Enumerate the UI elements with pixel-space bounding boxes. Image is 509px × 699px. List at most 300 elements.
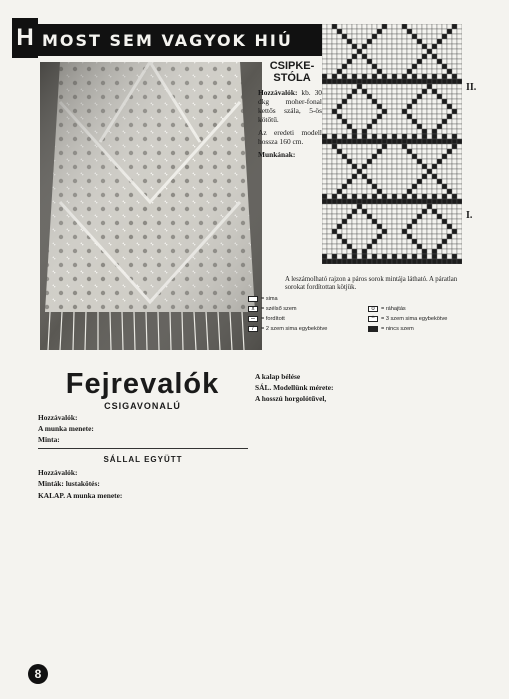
chart-cell bbox=[342, 214, 347, 219]
chart-cell bbox=[362, 109, 367, 114]
chart-cell bbox=[427, 139, 432, 144]
chart-cell bbox=[447, 94, 452, 99]
chart-cell bbox=[422, 119, 427, 124]
chart-cell bbox=[327, 189, 332, 194]
chart-cell bbox=[412, 109, 417, 114]
chart-cell bbox=[427, 179, 432, 184]
chart-cell bbox=[362, 194, 367, 199]
chart-cell bbox=[397, 94, 402, 99]
chart-cell bbox=[352, 54, 357, 59]
chart-cell bbox=[457, 74, 462, 79]
chart-cell bbox=[437, 259, 442, 264]
chart-cell bbox=[367, 254, 372, 259]
chart-cell bbox=[437, 229, 442, 234]
chart-cell bbox=[417, 224, 422, 229]
chart-cell bbox=[397, 114, 402, 119]
chart-cell bbox=[377, 124, 382, 129]
chart-cell bbox=[357, 234, 362, 239]
chart-cell bbox=[442, 194, 447, 199]
chart-cell bbox=[332, 259, 337, 264]
chart-cell bbox=[447, 209, 452, 214]
chart-cell bbox=[392, 34, 397, 39]
chart-cell bbox=[322, 69, 327, 74]
chart-cell bbox=[327, 34, 332, 39]
chart-cell bbox=[417, 109, 422, 114]
chart-cell bbox=[402, 119, 407, 124]
chart-cell bbox=[362, 249, 367, 254]
chart-cell bbox=[447, 179, 452, 184]
chart-cell bbox=[447, 124, 452, 129]
chart-cell bbox=[377, 104, 382, 109]
chart-cell bbox=[447, 29, 452, 34]
chart-cell bbox=[412, 79, 417, 84]
chart-cell bbox=[332, 219, 337, 224]
chart-cell bbox=[352, 84, 357, 89]
chart-cell bbox=[367, 164, 372, 169]
chart-cell bbox=[422, 104, 427, 109]
chart-cell bbox=[367, 259, 372, 264]
chart-cell bbox=[352, 159, 357, 164]
chart-cell bbox=[377, 204, 382, 209]
chart-cell bbox=[362, 119, 367, 124]
chart-cell bbox=[417, 64, 422, 69]
chart-cell bbox=[392, 74, 397, 79]
chart-cell bbox=[322, 249, 327, 254]
chart-cell bbox=[422, 114, 427, 119]
chart-cell bbox=[367, 69, 372, 74]
chart-cell bbox=[327, 109, 332, 114]
chart-cell bbox=[437, 129, 442, 134]
chart-cell bbox=[337, 149, 342, 154]
chart-cell bbox=[352, 64, 357, 69]
chart-cell bbox=[417, 79, 422, 84]
chart-cell bbox=[412, 114, 417, 119]
chart-cell bbox=[337, 229, 342, 234]
chart-cell bbox=[372, 119, 377, 124]
chart-cell bbox=[447, 259, 452, 264]
chart-cell bbox=[442, 84, 447, 89]
chart-cell bbox=[377, 29, 382, 34]
chart-cell bbox=[382, 39, 387, 44]
chart-cell bbox=[372, 204, 377, 209]
chart-cell bbox=[342, 64, 347, 69]
chart-cell bbox=[422, 84, 427, 89]
chart-cell bbox=[362, 34, 367, 39]
fejrevalok-subtitle: CSIGAVONALÚ bbox=[104, 401, 181, 411]
chart-cell bbox=[457, 259, 462, 264]
chart-cell bbox=[357, 214, 362, 219]
chart-cell bbox=[387, 204, 392, 209]
chart-cell bbox=[352, 214, 357, 219]
chart-cell bbox=[327, 54, 332, 59]
chart-cell bbox=[377, 254, 382, 259]
legend-item bbox=[368, 326, 414, 333]
chart-cell bbox=[352, 194, 357, 199]
chart-cell bbox=[332, 239, 337, 244]
chart-cell bbox=[357, 209, 362, 214]
chart-cell bbox=[392, 24, 397, 29]
stola-materials-text: kb. 30 dkg moher-fonal kettős szála, 5-ös kötőtű. bbox=[258, 88, 322, 124]
chart-cell bbox=[372, 129, 377, 134]
chart-cell bbox=[407, 119, 412, 124]
chart-cell bbox=[322, 24, 327, 29]
chart-cell bbox=[402, 159, 407, 164]
chart-cell bbox=[412, 144, 417, 149]
chart-cell bbox=[347, 149, 352, 154]
chart-cell bbox=[427, 64, 432, 69]
chart-cell bbox=[402, 219, 407, 224]
chart-cell bbox=[447, 164, 452, 169]
chart-cell bbox=[397, 124, 402, 129]
chart-cell bbox=[392, 169, 397, 174]
chart-cell bbox=[397, 159, 402, 164]
chart-cell bbox=[422, 234, 427, 239]
chart-cell bbox=[372, 144, 377, 149]
chart-cell bbox=[327, 159, 332, 164]
chart-cell bbox=[402, 134, 407, 139]
chart-cell bbox=[342, 139, 347, 144]
chart-cell bbox=[347, 179, 352, 184]
chart-cell bbox=[442, 64, 447, 69]
chart-cell bbox=[327, 219, 332, 224]
chart-cell bbox=[437, 119, 442, 124]
chart-cell bbox=[427, 124, 432, 129]
chart-cell bbox=[397, 239, 402, 244]
chart-cell bbox=[447, 69, 452, 74]
chart-cell bbox=[387, 109, 392, 114]
chart-cell bbox=[372, 244, 377, 249]
chart-cell bbox=[322, 259, 327, 264]
chart-cell bbox=[427, 254, 432, 259]
chart-cell bbox=[367, 249, 372, 254]
chart-cell bbox=[417, 234, 422, 239]
chart-cell bbox=[447, 134, 452, 139]
chart-cell bbox=[417, 219, 422, 224]
chart-cell bbox=[367, 129, 372, 134]
chart-cell bbox=[407, 124, 412, 129]
chart-cell bbox=[427, 134, 432, 139]
chart-cell bbox=[322, 94, 327, 99]
chart-cell bbox=[402, 64, 407, 69]
sallal-lining-label: A kalap bélése bbox=[255, 372, 301, 381]
chart-cell bbox=[422, 169, 427, 174]
chart-cell bbox=[402, 69, 407, 74]
chart-cell bbox=[367, 54, 372, 59]
chart-cell bbox=[327, 139, 332, 144]
chart-cell bbox=[322, 114, 327, 119]
chart-cell bbox=[377, 79, 382, 84]
chart-cell bbox=[422, 209, 427, 214]
chart-cell bbox=[327, 229, 332, 234]
chart-cell bbox=[392, 164, 397, 169]
chart-cell bbox=[437, 244, 442, 249]
chart-cell bbox=[392, 234, 397, 239]
chart-cell bbox=[417, 49, 422, 54]
chart-cell bbox=[417, 119, 422, 124]
chart-cell bbox=[432, 94, 437, 99]
sallal-stitches-label: Minták: lustakötés: bbox=[38, 479, 100, 489]
chart-cell bbox=[392, 154, 397, 159]
chart-cell bbox=[447, 24, 452, 29]
chart-cell bbox=[452, 154, 457, 159]
chart-cell bbox=[352, 184, 357, 189]
chart-cell bbox=[362, 114, 367, 119]
chart-cell bbox=[377, 174, 382, 179]
chart-cell bbox=[397, 254, 402, 259]
chart-cell bbox=[392, 184, 397, 189]
chart-cell bbox=[432, 209, 437, 214]
chart-cell bbox=[362, 94, 367, 99]
chart-cell bbox=[442, 159, 447, 164]
chart-cell bbox=[352, 244, 357, 249]
chart-cell bbox=[452, 174, 457, 179]
chart-cell bbox=[332, 154, 337, 159]
chart-cell bbox=[322, 64, 327, 69]
chart-cell bbox=[337, 34, 342, 39]
chart-cell bbox=[387, 129, 392, 134]
chart-cell bbox=[422, 79, 427, 84]
chart-cell bbox=[437, 234, 442, 239]
chart-cell bbox=[337, 219, 342, 224]
chart-cell bbox=[322, 224, 327, 229]
chart-cell bbox=[427, 79, 432, 84]
chart-cell bbox=[367, 184, 372, 189]
chart-cell bbox=[412, 34, 417, 39]
chart-cell bbox=[392, 29, 397, 34]
chart-cell bbox=[382, 149, 387, 154]
chart-cell bbox=[422, 59, 427, 64]
chart-cell bbox=[402, 224, 407, 229]
chart-cell bbox=[417, 59, 422, 64]
chart-cell bbox=[442, 169, 447, 174]
chart-cell bbox=[422, 249, 427, 254]
chart-cell bbox=[347, 139, 352, 144]
chart-cell bbox=[322, 34, 327, 39]
chart-cell bbox=[427, 194, 432, 199]
chart-cell bbox=[337, 79, 342, 84]
chart-cell bbox=[357, 169, 362, 174]
chart-cell bbox=[332, 179, 337, 184]
chart-cell bbox=[372, 234, 377, 239]
chart-cell bbox=[367, 64, 372, 69]
chart-cell bbox=[337, 214, 342, 219]
chart-cell bbox=[372, 164, 377, 169]
chart-cell bbox=[357, 244, 362, 249]
chart-cell bbox=[447, 244, 452, 249]
chart-cell bbox=[362, 199, 367, 204]
chart-cell bbox=[362, 259, 367, 264]
chart-cell bbox=[327, 154, 332, 159]
chart-cell bbox=[457, 219, 462, 224]
chart-cell bbox=[442, 209, 447, 214]
chart-cell bbox=[382, 199, 387, 204]
chart-cell bbox=[417, 189, 422, 194]
banner-title: MOST SEM VAGYOK HIÚ bbox=[42, 30, 293, 50]
chart-cell bbox=[452, 34, 457, 39]
chart-cell bbox=[347, 204, 352, 209]
chart-cell bbox=[342, 149, 347, 154]
chart-cell bbox=[367, 224, 372, 229]
chart-cell bbox=[387, 144, 392, 149]
chart-cell bbox=[322, 74, 327, 79]
chart-cell bbox=[432, 84, 437, 89]
chart-cell bbox=[357, 64, 362, 69]
chart-cell bbox=[342, 194, 347, 199]
chart-cell bbox=[427, 204, 432, 209]
chart-cell bbox=[352, 109, 357, 114]
chart-cell bbox=[422, 219, 427, 224]
chart-cell bbox=[342, 59, 347, 64]
chart-cell bbox=[402, 174, 407, 179]
chart-cell bbox=[392, 124, 397, 129]
chart-cell bbox=[447, 39, 452, 44]
chart-cell bbox=[347, 224, 352, 229]
chart-cell bbox=[357, 154, 362, 159]
chart-cell bbox=[412, 194, 417, 199]
chart-cell bbox=[347, 29, 352, 34]
chart-cell bbox=[417, 129, 422, 134]
chart-cell bbox=[457, 104, 462, 109]
chart-cell bbox=[422, 254, 427, 259]
chart-cell bbox=[447, 79, 452, 84]
chart-cell bbox=[402, 184, 407, 189]
chart-cell bbox=[322, 244, 327, 249]
chart-cell bbox=[367, 229, 372, 234]
chart-cell bbox=[442, 129, 447, 134]
legend-text: = 2 szem sima egybekötve bbox=[261, 326, 328, 332]
knitting-chart-grid bbox=[322, 24, 462, 264]
chart-cell bbox=[422, 229, 427, 234]
fejrevalok-title: Fejrevalók bbox=[65, 368, 220, 400]
chart-cell bbox=[442, 69, 447, 74]
chart-cell bbox=[377, 149, 382, 154]
chart-cell bbox=[397, 229, 402, 234]
chart-cell bbox=[452, 59, 457, 64]
stola-process-label: Munkának: bbox=[258, 150, 296, 159]
chart-cell bbox=[422, 94, 427, 99]
chart-cell bbox=[457, 34, 462, 39]
chart-cell bbox=[407, 29, 412, 34]
chart-cell bbox=[337, 174, 342, 179]
chart-cell bbox=[417, 54, 422, 59]
chart-cell bbox=[407, 59, 412, 64]
chart-cell bbox=[377, 69, 382, 74]
chart-cell bbox=[397, 164, 402, 169]
chart-cell bbox=[422, 149, 427, 154]
chart-cell bbox=[387, 64, 392, 69]
chart-cell bbox=[332, 224, 337, 229]
chart-cell bbox=[357, 129, 362, 134]
chart-cell bbox=[347, 219, 352, 224]
chart-cell bbox=[392, 209, 397, 214]
legend-text: = 3 szem sima egybekötve bbox=[381, 316, 448, 322]
chart-cell bbox=[362, 164, 367, 169]
chart-cell bbox=[442, 114, 447, 119]
chart-cell bbox=[392, 214, 397, 219]
chart-cell bbox=[407, 159, 412, 164]
chart-cell bbox=[377, 214, 382, 219]
chart-cell bbox=[377, 139, 382, 144]
chart-cell bbox=[422, 189, 427, 194]
chart-cell bbox=[337, 84, 342, 89]
chart-cell bbox=[362, 174, 367, 179]
chart-cell bbox=[327, 244, 332, 249]
chart-cell bbox=[327, 114, 332, 119]
chart-cell bbox=[432, 244, 437, 249]
chart-cell bbox=[457, 99, 462, 104]
chart-cell bbox=[442, 109, 447, 114]
chart-cell bbox=[347, 124, 352, 129]
chart-cell bbox=[337, 169, 342, 174]
chart-cell bbox=[447, 229, 452, 234]
chart-cell bbox=[362, 209, 367, 214]
chart-cell bbox=[412, 119, 417, 124]
chart-cell bbox=[447, 114, 452, 119]
chart-cell bbox=[332, 199, 337, 204]
chart-cell bbox=[387, 49, 392, 54]
chart-cell bbox=[397, 219, 402, 224]
chart-cell bbox=[447, 74, 452, 79]
chart-cell bbox=[437, 104, 442, 109]
right-column-text bbox=[255, 372, 475, 405]
chart-cell bbox=[332, 129, 337, 134]
chart-cell bbox=[382, 89, 387, 94]
chart-cell bbox=[387, 254, 392, 259]
chart-cell bbox=[442, 204, 447, 209]
chart-cell bbox=[412, 204, 417, 209]
chart-cell bbox=[392, 114, 397, 119]
chart-cell bbox=[422, 159, 427, 164]
chart-cell bbox=[422, 39, 427, 44]
chart-cell bbox=[412, 219, 417, 224]
chart-cell bbox=[427, 89, 432, 94]
chart-cell bbox=[347, 109, 352, 114]
chart-cell bbox=[332, 34, 337, 39]
chart-cell bbox=[447, 159, 452, 164]
chart-cell bbox=[392, 84, 397, 89]
chart-cell bbox=[382, 94, 387, 99]
chart-cell bbox=[327, 249, 332, 254]
chart-cell bbox=[447, 214, 452, 219]
chart-cell bbox=[327, 49, 332, 54]
chart-cell bbox=[337, 119, 342, 124]
chart-cell bbox=[392, 129, 397, 134]
chart-cell bbox=[422, 214, 427, 219]
legend-item bbox=[368, 306, 406, 313]
chart-cell bbox=[402, 79, 407, 84]
chart-cell bbox=[377, 224, 382, 229]
chart-cell bbox=[327, 129, 332, 134]
chart-cell bbox=[337, 189, 342, 194]
chart-cell bbox=[352, 74, 357, 79]
chart-cell bbox=[442, 49, 447, 54]
chart-cell bbox=[402, 84, 407, 89]
chart-cell bbox=[372, 224, 377, 229]
chart-cell bbox=[322, 174, 327, 179]
chart-cell bbox=[432, 104, 437, 109]
chart-cell bbox=[342, 154, 347, 159]
chart-cell bbox=[332, 89, 337, 94]
chart-cell bbox=[357, 49, 362, 54]
chart-cell bbox=[402, 89, 407, 94]
chart-cell bbox=[387, 94, 392, 99]
chart-cell bbox=[452, 189, 457, 194]
chart-cell bbox=[352, 29, 357, 34]
chart-cell bbox=[377, 179, 382, 184]
chart-cell bbox=[432, 99, 437, 104]
chart-cell bbox=[392, 134, 397, 139]
chart-cell bbox=[402, 214, 407, 219]
